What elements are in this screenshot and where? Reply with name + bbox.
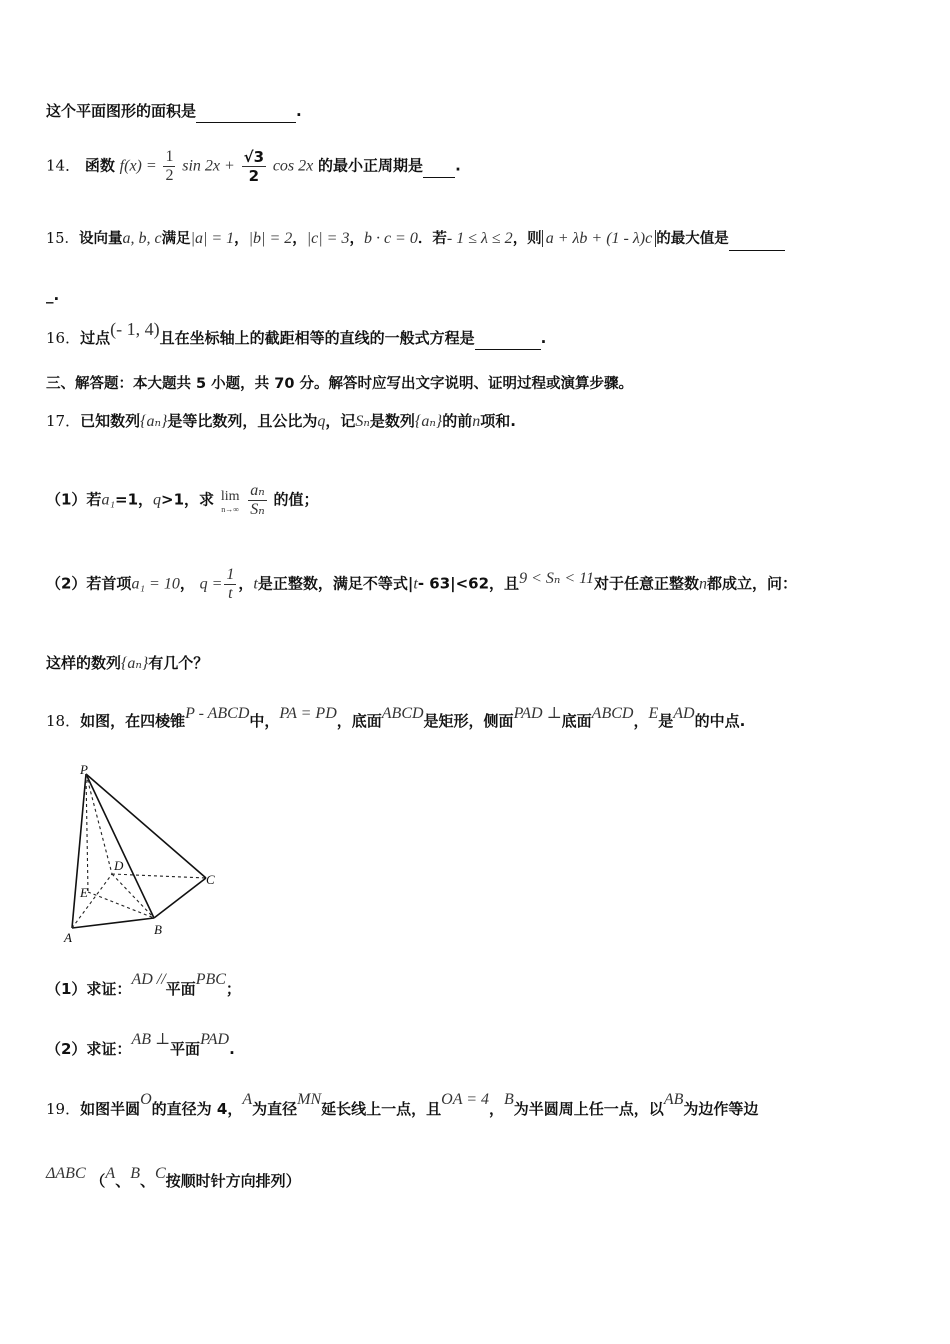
q18-2-label: （2）求证： — [46, 1040, 132, 1058]
label-P: P — [80, 762, 88, 777]
q15-ze: ，则 — [512, 231, 542, 247]
q15-pre: 设向量 — [78, 231, 123, 247]
q18-1-m2: PBC — [195, 971, 226, 988]
q17-2-label: （2）若首项 — [46, 574, 132, 593]
pyramid-figure — [58, 762, 228, 947]
q18-1-t1: 平面 — [165, 980, 196, 998]
q17-number: 17． — [46, 412, 81, 430]
q13-line — [46, 100, 302, 123]
q15-number: 15． — [46, 231, 79, 247]
q18-t3: ，底面 — [336, 712, 382, 730]
q17-2b-t1: 这样的数列 — [46, 654, 122, 672]
edge-PC — [86, 774, 206, 878]
q17-t3: ，记 — [325, 412, 356, 430]
question-16 — [46, 319, 547, 350]
q17-2-ineq: 9 < Sₙ < 11 — [519, 569, 594, 587]
q18-2-m1: AB ⊥ — [131, 1031, 171, 1048]
q19-MN: MN — [297, 1091, 322, 1108]
q18-1-label: （1）求证： — [46, 980, 132, 998]
q13-end: . — [296, 102, 302, 120]
q17-1-post: 的值； — [273, 490, 319, 509]
q17-2b-an: {aₙ} — [121, 655, 149, 672]
q15-comma1: ， — [234, 231, 249, 247]
q17-2-t1: 是正整数，满足不等式| — [257, 574, 414, 593]
q18-AD: AD — [673, 705, 695, 722]
q17-1-eq1: =1， — [115, 490, 154, 509]
q17-Sn: Sₙ — [355, 413, 370, 430]
q14-sqrt-den: 2 — [248, 167, 260, 185]
q17-t2: 是等比数列，且公比为 — [167, 412, 318, 430]
q17-1-fraction — [248, 482, 266, 519]
q14-end: . — [455, 156, 461, 175]
edge-PE — [86, 774, 88, 892]
q18-pyr: P - ABCD — [185, 705, 250, 722]
q19-t5: ， — [489, 1100, 505, 1118]
q17-t5: 的前 — [442, 412, 473, 430]
q19b-t1: （ — [90, 1172, 106, 1190]
question-18 — [46, 705, 746, 733]
q16-post: 且在坐标轴上的截距相等的直线的一般式方程是 — [159, 329, 475, 347]
q18-t4: 是矩形，侧面 — [423, 712, 514, 730]
q18-t7: 是 — [658, 712, 674, 730]
question-18-part-1 — [46, 971, 241, 1001]
q19b-C: C — [155, 1165, 166, 1182]
q18-1-end: ； — [225, 980, 241, 998]
q17-2-comma2: ， — [238, 574, 254, 593]
q19-number: 19． — [46, 1100, 81, 1118]
question-17-part-1 — [46, 482, 319, 519]
q17-2-q-fraction — [224, 566, 236, 603]
q15-end-line — [46, 284, 59, 306]
q17-2-n: n — [698, 575, 707, 593]
q19-OA: OA = 4 — [441, 1091, 489, 1108]
q17-1-limit — [221, 488, 240, 514]
q17-n: n — [472, 413, 481, 430]
q19b-A: A — [105, 1165, 116, 1182]
label-E: E — [80, 885, 88, 900]
q17-2-t4: 都成立，问： — [706, 574, 797, 593]
q17-1-q: q — [153, 491, 162, 509]
q19-O: O — [140, 1091, 152, 1108]
q17-2-tt: t — [413, 575, 418, 593]
q15-c3: |c| = 3 — [306, 230, 350, 247]
q14-half-num: 1 — [165, 148, 174, 165]
q14-cos: cos 2x — [272, 157, 314, 175]
q15-comma2: ， — [292, 231, 307, 247]
q15-comma3: ， — [349, 231, 364, 247]
question-15 — [46, 228, 785, 251]
q17-2-qden: t — [228, 585, 233, 602]
q13-text: 这个平面图形的面积是 — [46, 102, 197, 120]
label-D: D — [114, 858, 124, 873]
q19b-B: B — [130, 1165, 140, 1182]
edge-PD — [86, 774, 112, 874]
edge-AB — [72, 918, 154, 928]
q17-1-fnum: aₙ — [250, 482, 265, 499]
q17-2-t: t — [253, 575, 258, 593]
q18-2-m2: PAD — [200, 1031, 230, 1048]
section-3-heading: 三、解答题：本大题共 5 小题，共 70 分。解答时应写出文字说明、证明过程或演算步骤。 — [46, 376, 633, 392]
q19-AB: AB — [663, 1091, 684, 1108]
label-B: B — [154, 922, 162, 937]
q17-t6: 项和. — [480, 412, 516, 430]
q15-ruo: ．若 — [417, 231, 447, 247]
q17-1-limsub: n→∞ — [221, 504, 239, 514]
q15-c1: |a| = 1 — [190, 230, 235, 247]
q17-2-a1: a₁ = 10 — [131, 575, 180, 593]
label-C: C — [206, 872, 215, 887]
q18-1-m1: AD // — [131, 971, 166, 988]
q19b-s1: 、 — [115, 1172, 131, 1190]
q15-expr: a + λb + (1 - λ)c — [542, 230, 657, 247]
question-19 — [46, 1091, 759, 1121]
q14-number: 14． — [46, 156, 81, 175]
q18-2-t1: 平面 — [170, 1040, 201, 1058]
q15-end: _. — [46, 286, 60, 304]
q16-point: (- 1, 4) — [110, 319, 160, 339]
q18-t8: 的中点. — [694, 712, 746, 730]
q17-2-t3: 对于任意正整数 — [593, 574, 699, 593]
q19-A: A — [242, 1091, 253, 1108]
q18-E: E — [648, 705, 659, 722]
q16-number: 16． — [46, 329, 81, 347]
q18-t1: 如图，在四棱锥 — [80, 712, 186, 730]
answer-blank — [196, 100, 296, 123]
q17-1-label: （1）若 — [46, 490, 102, 509]
q17-2-q: q = — [199, 575, 223, 593]
q14-sin: sin 2x + — [182, 157, 235, 175]
q17-q: q — [317, 413, 326, 430]
label-A: A — [64, 930, 72, 945]
question-17 — [46, 410, 516, 433]
q16-pre: 过点 — [80, 329, 111, 347]
q15-c2: |b| = 2 — [248, 230, 293, 247]
q17-2-comma: ， — [179, 574, 195, 593]
q18-base2: ABCD — [591, 705, 634, 722]
edge-PB — [86, 774, 154, 918]
edge-DC — [112, 874, 206, 878]
q19-t6: 为半圆周上任一点，以 — [513, 1100, 664, 1118]
question-17-part-2 — [46, 566, 797, 603]
question-14 — [46, 148, 461, 185]
edge-AD — [72, 874, 112, 928]
q18-t6: ， — [633, 712, 649, 730]
q18-t5: 底面 — [561, 712, 592, 730]
q19-t7: 为边作等边 — [683, 1100, 759, 1118]
q19-t2: 的直径为 4， — [151, 1100, 243, 1118]
q19b-s2: 、 — [139, 1172, 155, 1190]
q17-2-t2: - 63|<62，且 — [417, 574, 520, 593]
q17-an: {aₙ} — [140, 413, 168, 430]
q17-t4: 是数列 — [369, 412, 415, 430]
q17-1-lim: lim — [220, 488, 240, 504]
q17-1-a1: a₁ — [101, 491, 115, 509]
q14-pre: 函数 — [84, 156, 115, 175]
q17-t1: 已知数列 — [80, 412, 141, 430]
q19-B: B — [504, 1091, 514, 1108]
question-19-cont — [46, 1165, 301, 1193]
question-17-part-2-cont — [46, 652, 208, 675]
q17-1-fden: Sₙ — [250, 501, 265, 518]
q18-eq: PA = PD — [279, 705, 337, 722]
q14-half-fraction — [163, 148, 175, 185]
q14-post: 的最小正周期是 — [318, 156, 424, 175]
q18-side: PAD ⊥ — [513, 705, 562, 722]
q14-sqrt-num: √3 — [243, 148, 265, 166]
edge-PA — [72, 774, 86, 928]
answer-blank — [423, 155, 455, 178]
q18-2-end: . — [229, 1040, 235, 1058]
question-18-part-2 — [46, 1031, 235, 1061]
q19-t3: 为直径 — [252, 1100, 298, 1118]
q19-t1: 如图半圆 — [80, 1100, 141, 1118]
q18-number: 18． — [46, 712, 81, 730]
q14-sqrt-fraction — [242, 148, 266, 185]
q19-t4: 延长线上一点，且 — [321, 1100, 442, 1118]
q17-an2: {aₙ} — [414, 413, 443, 430]
q15-post: 的最大值是 — [656, 231, 729, 247]
edge-BC — [154, 878, 206, 918]
q16-end: . — [540, 329, 547, 347]
q17-2-qnum: 1 — [226, 566, 235, 583]
q14-fx: f(x) = — [119, 157, 157, 175]
q18-base: ABCD — [381, 705, 424, 722]
q19b-t2: 按顺时针方向排列） — [165, 1172, 301, 1190]
q17-2b-t2: 有几个？ — [148, 654, 209, 672]
q14-half-den: 2 — [165, 167, 174, 184]
q18-t2: 中， — [249, 712, 280, 730]
q15-satisfy: 满足 — [161, 231, 191, 247]
answer-blank — [475, 327, 541, 350]
q17-1-gt1: >1，求 — [161, 490, 215, 509]
q19b-tri: ΔABC — [46, 1165, 86, 1182]
q15-c4: b · c = 0 — [363, 230, 418, 247]
edge-DB — [112, 874, 154, 918]
answer-blank — [729, 228, 785, 251]
q15-lambda: - 1 ≤ λ ≤ 2 — [446, 230, 513, 247]
q15-vecs: a, b, c — [122, 230, 162, 247]
